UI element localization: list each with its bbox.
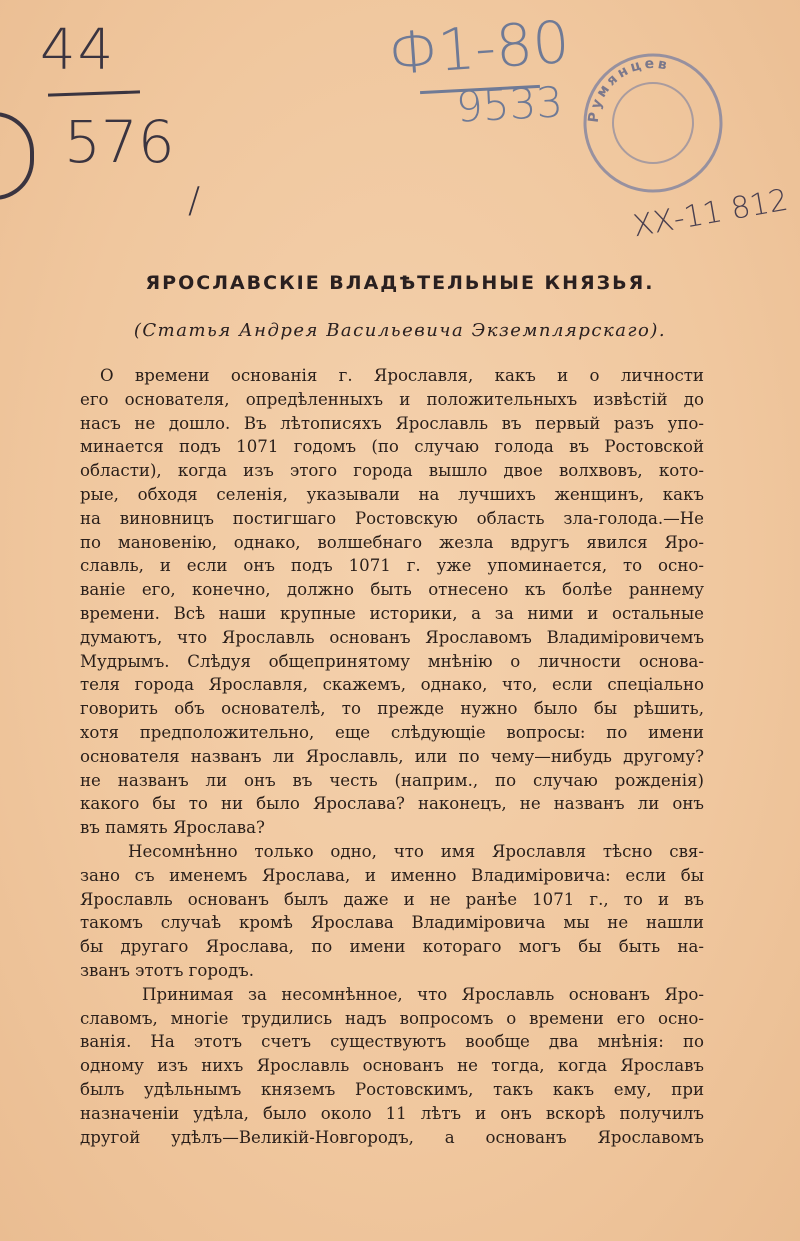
- stamp-text: Румянцев: [585, 55, 672, 124]
- text-line: званъ этотъ городъ.: [80, 960, 254, 980]
- svg-text:Румянцев: [586, 56, 671, 124]
- text-line: на виновницъ постигшаго Ростовскую область зла-голода.—Не: [80, 508, 704, 528]
- bracket-mark: [0, 112, 34, 200]
- text-line: славомъ, многіе трудились надъ вопросомъ о времени его осно-: [80, 1008, 704, 1028]
- text-line: назначеніи удѣла, было около 11 лѣтъ и онъ вскорѣ получилъ: [80, 1103, 704, 1123]
- text-line: не названъ ли онъ въ честь (наприм., по случаю рожденія): [80, 770, 704, 790]
- text-line: хотя предположительно, еще слѣдующіе вопросы: по имени: [80, 722, 704, 742]
- text-line: Ярославль основанъ былъ даже и не ранѣе 1071 г., то и въ: [80, 889, 704, 909]
- library-stamp: [578, 48, 728, 198]
- shelf-mark-slash: /: [188, 180, 201, 221]
- text-line: минается подъ 1071 годомъ (по случаю голода въ Ростовской: [80, 437, 704, 457]
- text-line: одному изъ нихъ Ярославль основанъ не тогда, когда Ярославъ: [80, 1056, 704, 1076]
- text-line: былъ удѣльнымъ княземъ Ростовскимъ, такъ какъ ему, при: [80, 1079, 704, 1099]
- text-line: такомъ случаѣ кромѣ Ярослава Владиміровича мы не нашли: [80, 913, 704, 933]
- text-line: его основателя, опредѣленныхъ и положительныхъ извѣстій до: [80, 389, 704, 409]
- article-body: [80, 364, 704, 1149]
- accession-number-top: Ф1-80: [385, 7, 572, 89]
- text-line: бы другаго Ярослава, по имени котораго могъ бы быть на-: [80, 937, 704, 957]
- text-line: Мудрымъ. Слѣдуя общепринятому мнѣнію о личности основа-: [80, 651, 704, 671]
- text-line: рые, обходя селенія, указывали на лучшихъ женщинъ, какъ: [80, 484, 704, 504]
- text-line: другой удѣлъ—Великій-Новгородъ, а основанъ Ярославомъ: [80, 1127, 704, 1147]
- text-line: О времени основанія г. Ярославля, какъ и о личности: [100, 366, 704, 385]
- text-line: какого бы то ни было Ярослава? наконецъ, не названъ ли онъ: [80, 794, 704, 814]
- text-line: области), когда изъ этого города вышло двое волхвовъ, кото-: [80, 461, 704, 481]
- text-line: говорить объ основателѣ, то прежде нужно было бы рѣшить,: [80, 699, 704, 719]
- right-margin-note: ХХ-11 812: [630, 182, 791, 245]
- text-line: основателя названъ ли Ярославль, или по чему—нибудь другому?: [80, 746, 704, 766]
- text-line: славль, и если онъ подъ 1071 г. уже упоминается, то осно-: [80, 556, 704, 576]
- article-title: ЯРОСЛАВСКІЕ ВЛАДѢТЕЛЬНЫЕ КНЯЗЬЯ.: [145, 272, 655, 294]
- text-line: по мановенію, однако, волшебнаго жезла вдругъ явился Яро-: [80, 532, 704, 552]
- text-line: Несомнѣнно только одно, что имя Ярославля тѣсно свя-: [128, 841, 704, 861]
- article-subtitle: (Статья Андрея Васильевича Экземплярскаго).: [133, 320, 667, 341]
- text-line: думаютъ, что Ярославль основанъ Ярославомъ Владиміровичемъ: [80, 627, 704, 647]
- text-line: зано съ именемъ Ярослава, и именно Владиміровича: если бы: [80, 865, 704, 885]
- text-line: въ память Ярослава?: [80, 818, 265, 838]
- text-line: насъ не дошло. Въ лѣтописяхъ Ярославль въ первый разъ упо-: [80, 413, 704, 433]
- shelf-mark-number: 576: [64, 108, 175, 176]
- text-line: времени. Всѣ наши крупные историки, а за ними и остальные: [80, 603, 704, 623]
- text-line: теля города Ярославля, скажемъ, однако, что, если спеціально: [80, 675, 704, 695]
- text-line: ваніе его, конечно, должно быть отнесено къ болѣе раннему: [80, 580, 704, 600]
- shelf-mark-top: 44: [40, 18, 116, 83]
- text-line: ванія. На этотъ счетъ существуютъ вообще два мнѣнія: по: [80, 1032, 704, 1052]
- shelf-mark-underline: [48, 90, 140, 96]
- text-line: Принимая за несомнѣнное, что Ярославль основанъ Яро-: [142, 984, 704, 1004]
- accession-number-bottom: 9533: [454, 77, 565, 132]
